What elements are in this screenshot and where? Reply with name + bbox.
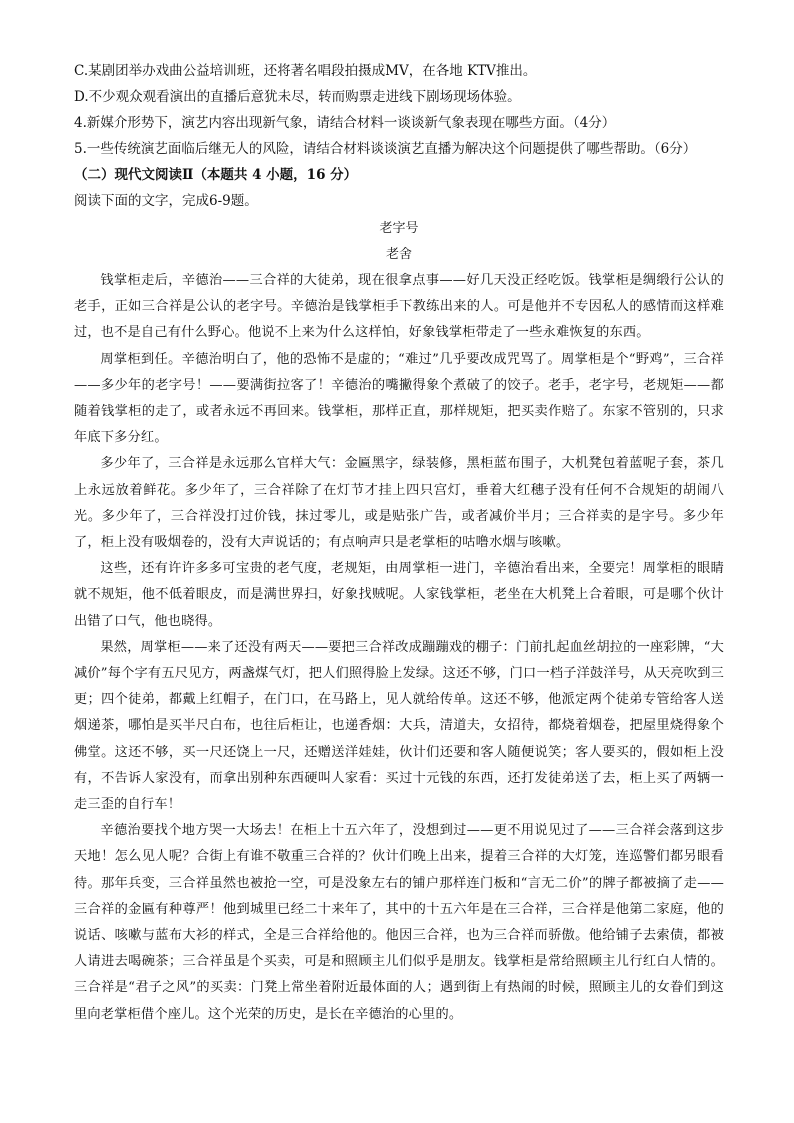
option-d: D.不少观众观看演出的直播后意犹未尽，转而购票走进线下剧场现场体验。 <box>74 89 521 105</box>
article-title: 老字号 <box>379 221 419 236</box>
article-paragraph: 辛德治要找个地方哭一大场去！在柜上十五六年了，没想到过——更不用说见过了——三合祥会落到这步天地！怎么见人呢？合街上有谁不敬重三合祥的？伙计们晚上出来，提着三合祥的大灯笼，连巡警们都另眼看待。那年兵变，三合祥虽然也被抢一空，可是没象左右的铺户那样连门板和“言无二价”的牌子都被摘了走——三合祥的金匾有种尊严！他到城里已经二十来年了，其中的十五六年是在三合祥，三合祥是他第二家庭，他的说话、咳嗽与蓝布大衫的样式，全是三合祥给他的。他因三合祥，也为三合祥而骄傲。他给铺子去索债，都被人请进去喝碗茶；三合祥虽是个买卖，可是和照顾主儿们似乎是朋友。钱掌柜是常给照顾主儿行红白人情的。三合祥是“君子之风”的买卖：门凳上常坐着附近最体面的人；遇到街上有热闹的时候，照顾主儿的女眷们到这里向老掌柜借个座儿。这个光荣的历史，是长在辛德治的心里的。 <box>74 823 724 1022</box>
section-instruction: 阅读下面的文字，完成6-9题。 <box>74 193 258 209</box>
article-paragraph: 果然，周掌柜——来了还没有两天——要把三合祥改成蹦蹦戏的棚子：门前扎起血丝胡拉的一座彩牌，“大减价”每个字有五尺见方，两盏煤气灯，把人们照得脸上发绿。这还不够，门口一档子洋鼓洋号，从天亮吹到三更；四个徒弟，都戴上红帽子，在门口，在马路上，见人就给传单。这还不够，他派定两个徒弟专管给客人送烟递茶，哪怕是买半尺白布，也往后柜让，也递香烟：大兵，清道夫，女招待，都烧着烟卷，把屋里烧得象个佛堂。这还不够，买一尺还饶上一尺，还赠送洋娃娃，伙计们还要和客人随便说笑；客人要买的，假如柜上没有，不告诉人家没有，而拿出别种东西硬叫人家看：买过十元钱的东西，还打发徒弟送了去，柜上买了两辆一走三歪的自行车！ <box>74 639 724 813</box>
article-paragraph: 钱掌柜走后，辛德治——三合祥的大徒弟，现在很拿点事——好几天没正经吃饭。钱掌柜是绸缎行公认的老手，正如三合祥是公认的老字号。辛德治是钱掌柜手下教练出来的人。可是他并不专因私人的感情而这样难过，也不是自己有什么野心。他说不上来为什么这样怕，好象钱掌柜带走了一些永难恢复的东西。 <box>74 273 724 341</box>
question-5: 5.一些传统演艺面临后继无人的风险，请结合材料谈谈演艺直播为解决这个问题提供了哪些帮助。（6分） <box>74 141 697 157</box>
option-c: C.某剧团举办戏曲公益培训班，还将著名唱段拍摄成MV，在各地 KTV推出。 <box>74 63 537 79</box>
article-author: 老舍 <box>385 247 412 262</box>
document-page <box>74 58 724 1028</box>
article-paragraph: 这些，还有许许多多可宝贵的老气度，老规矩，由周掌柜一进门，辛德治看出来，全要完！周掌柜的眼睛就不规矩，他不低着眼皮，而是满世界扫，好象找贼呢。人家钱掌柜，老坐在大机凳上合着眼，可是哪个伙计出错了口气，他也晓得。 <box>74 561 724 629</box>
section-heading: （二）现代文阅读Ⅱ（本题共 4 小题，16 分） <box>74 167 358 183</box>
question-4: 4.新媒介形势下，演艺内容出现新气象，请结合材料一谈谈新气象表现在哪些方面。（4分） <box>74 115 616 131</box>
article-paragraph: 周掌柜到任。辛德治明白了，他的恐怖不是虚的；“难过”几乎要改成咒骂了。周掌柜是个“野鸡”，三合祥——多少年的老字号！——要满街拉客了！辛德治的嘴撇得象个煮破了的饺子。老手，老字号，老规矩——都随着钱掌柜的走了，或者永远不再回来。钱掌柜，那样正直，那样规矩，把买卖作赔了。东家不管别的，只求年底下多分红。 <box>74 351 724 446</box>
article-paragraph: 多少年了，三合祥是永远那么官样大气：金匾黑字，绿装修，黑柜蓝布围子，大机凳包着蓝呢子套，茶几上永远放着鲜花。多少年了，三合祥除了在灯节才挂上四只宫灯，垂着大红穗子没有任何不合规矩的胡闹八光。多少年了，三合祥没打过价钱，抹过零儿，或是贴张广告，或者减价半月；三合祥卖的是字号。多少年了，柜上没有吸烟卷的，没有大声说话的；有点响声只是老掌柜的咕噜水烟与咳嗽。 <box>74 456 724 551</box>
